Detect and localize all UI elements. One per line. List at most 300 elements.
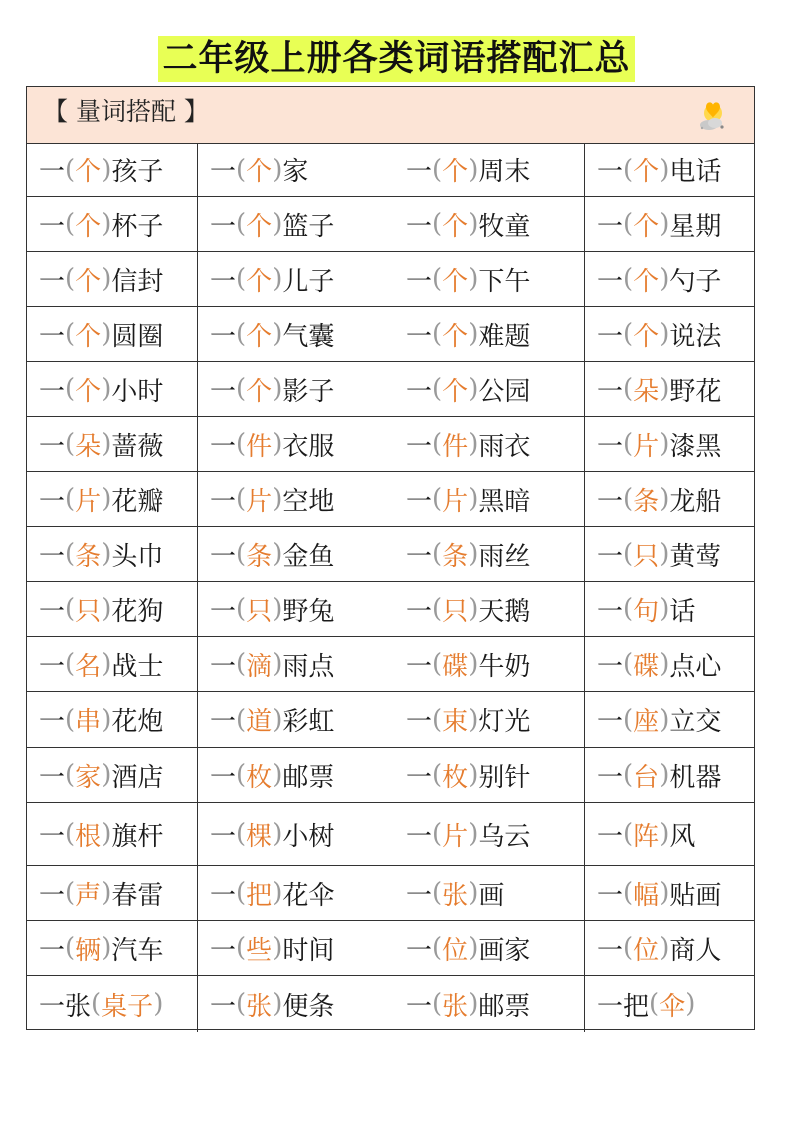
measure-word: 只 <box>442 596 469 627</box>
phrase-cell <box>27 307 198 361</box>
measure-word: 棵 <box>246 821 273 852</box>
close-paren: ) <box>468 429 479 459</box>
section-header <box>27 87 754 144</box>
open-paren: ( <box>236 264 247 294</box>
close-paren: ) <box>659 374 670 404</box>
close-paren: ) <box>659 704 670 735</box>
open-paren: ( <box>236 374 247 404</box>
phrase-noun: 立交 <box>669 707 722 737</box>
table-row <box>27 527 754 582</box>
open-paren: ( <box>623 594 634 624</box>
close-paren: ) <box>101 154 112 185</box>
phrase-prefix: 一 <box>39 486 66 517</box>
phrase-cell <box>585 197 754 251</box>
open-paren: ( <box>236 594 247 624</box>
phrase-prefix: 一 <box>210 157 237 187</box>
close-paren: ) <box>101 319 112 349</box>
measure-word: 声 <box>75 880 102 911</box>
phrase-noun: 黄莺 <box>669 541 722 572</box>
phrase-noun: 天鹅 <box>478 596 531 627</box>
phrase-noun: 花狗 <box>111 596 164 627</box>
phrase-cell <box>27 197 198 251</box>
table-row <box>27 252 754 307</box>
close-paren: ) <box>101 933 112 963</box>
phrase-cell <box>585 362 754 416</box>
phrase-prefix: 一 <box>210 596 237 627</box>
measure-word: 辆 <box>75 935 102 966</box>
phrase-noun: 杯子 <box>111 211 164 242</box>
phrase-noun: 花伞 <box>282 880 335 911</box>
measure-word: 朵 <box>633 376 660 407</box>
phrase-prefix: 一 <box>406 486 433 517</box>
phrase-prefix: 一 <box>210 762 237 793</box>
phrase-prefix: 一 <box>210 431 237 462</box>
close-paren: ) <box>659 319 670 349</box>
close-paren: ) <box>468 649 479 679</box>
close-paren: ) <box>659 933 670 963</box>
open-paren: ( <box>65 374 76 404</box>
phrase-prefix: 一 <box>39 596 66 627</box>
open-paren: ( <box>236 319 247 349</box>
phrase-noun: 汽车 <box>111 935 164 966</box>
close-paren: ) <box>468 704 479 735</box>
phrase-noun: 龙船 <box>669 486 722 517</box>
phrase-noun: 花瓣 <box>111 486 164 517</box>
phrase-cell <box>27 748 198 802</box>
open-paren: ( <box>432 429 443 459</box>
close-paren: ) <box>272 989 283 1019</box>
open-paren: ( <box>432 819 443 849</box>
table-row <box>27 307 754 362</box>
table-row <box>27 866 754 921</box>
open-paren: ( <box>432 484 443 514</box>
phrase-noun: 机器 <box>669 762 722 793</box>
open-paren: ( <box>236 209 247 239</box>
phrase-prefix: 一 <box>597 821 624 852</box>
phrase-cell <box>27 803 198 865</box>
open-paren: ( <box>65 539 76 569</box>
phrase-cell <box>394 921 585 975</box>
measure-word: 个 <box>633 211 660 242</box>
phrase-cell <box>394 197 585 251</box>
open-paren: ( <box>65 704 76 735</box>
measure-word: 片 <box>75 486 102 517</box>
close-paren: ) <box>272 539 283 569</box>
measure-word: 幅 <box>633 880 660 911</box>
title-wrap <box>0 36 793 82</box>
phrase-cell <box>394 143 585 196</box>
close-paren: ) <box>468 594 479 624</box>
measure-word: 个 <box>442 157 469 187</box>
close-paren: ) <box>659 484 670 514</box>
measure-word: 条 <box>442 541 469 572</box>
open-paren: ( <box>623 704 634 735</box>
phrase-cell <box>394 748 585 802</box>
table-row <box>27 417 754 472</box>
open-paren: ( <box>65 429 76 459</box>
phrase-noun: 邮票 <box>478 991 531 1022</box>
close-paren: ) <box>685 989 696 1019</box>
close-paren: ) <box>468 539 479 569</box>
phrase-prefix: 一 <box>39 541 66 572</box>
phrase-prefix: 一 <box>39 431 66 462</box>
close-paren: ) <box>659 878 670 908</box>
close-paren: ) <box>272 154 283 185</box>
phrase-prefix: 一 <box>210 707 237 737</box>
phrase-noun: 下午 <box>478 266 531 297</box>
open-paren: ( <box>623 878 634 908</box>
phrase-noun: 雨衣 <box>478 431 531 462</box>
open-paren: ( <box>236 429 247 459</box>
measure-word: 个 <box>75 266 102 297</box>
phrase-cell <box>198 976 394 1032</box>
phrase-cell <box>585 527 754 581</box>
open-paren: ( <box>65 878 76 908</box>
phrase-prefix: 一 <box>406 266 433 297</box>
phrase-prefix: 一 <box>210 935 237 966</box>
open-paren: ( <box>623 819 634 849</box>
phrase-noun: 周末 <box>478 157 531 187</box>
phrase-prefix: 一 <box>39 376 66 407</box>
phrase-noun: 春雷 <box>111 880 164 911</box>
phrase-cell <box>585 472 754 526</box>
phrase-cell <box>198 692 394 747</box>
phrase-noun: 儿子 <box>282 266 335 297</box>
measure-word: 名 <box>75 651 102 682</box>
table-row <box>27 921 754 976</box>
phrase-cell <box>198 197 394 251</box>
phrase-cell <box>585 637 754 691</box>
open-paren: ( <box>236 539 247 569</box>
close-paren: ) <box>659 154 670 185</box>
open-paren: ( <box>236 704 247 735</box>
measure-word: 串 <box>75 707 102 737</box>
phrase-prefix: 一 <box>597 266 624 297</box>
phrase-cell <box>394 637 585 691</box>
measure-word: 根 <box>75 821 102 852</box>
open-paren: ( <box>65 594 76 624</box>
open-paren: ( <box>623 209 634 239</box>
phrase-cell <box>585 143 754 196</box>
measure-word: 台 <box>633 762 660 793</box>
open-paren: ( <box>432 154 443 185</box>
phrase-prefix: 一 <box>210 651 237 682</box>
phrase-noun: 公园 <box>478 376 531 407</box>
measure-word: 个 <box>633 321 660 352</box>
phrase-prefix: 一张 <box>39 991 92 1022</box>
measure-word: 个 <box>246 266 273 297</box>
open-paren: ( <box>623 933 634 963</box>
measure-word: 句 <box>633 596 660 627</box>
phrase-prefix: 一 <box>597 651 624 682</box>
measure-word: 件 <box>442 431 469 462</box>
phrase-cell <box>394 692 585 747</box>
measure-word: 个 <box>75 157 102 187</box>
close-paren: ) <box>101 264 112 294</box>
open-paren: ( <box>236 878 247 908</box>
close-paren: ) <box>101 878 112 908</box>
phrase-cell <box>198 307 394 361</box>
measure-word: 条 <box>75 541 102 572</box>
phrase-noun: 野花 <box>669 376 722 407</box>
phrase-cell <box>27 921 198 975</box>
phrase-prefix: 一 <box>406 376 433 407</box>
open-paren: ( <box>236 933 247 963</box>
open-paren: ( <box>649 989 660 1019</box>
phrase-cell <box>27 582 198 636</box>
phrase-noun: 篮子 <box>282 211 335 242</box>
phrase-prefix: 一 <box>210 376 237 407</box>
phrase-cell <box>394 417 585 471</box>
open-paren: ( <box>623 154 634 185</box>
phrase-noun: 花炮 <box>111 707 164 737</box>
measure-word: 枚 <box>246 762 273 793</box>
measure-word: 个 <box>75 321 102 352</box>
phrase-noun: 野兔 <box>282 596 335 627</box>
measure-word: 朵 <box>75 431 102 462</box>
measure-word: 片 <box>246 486 273 517</box>
measure-word: 道 <box>246 707 273 737</box>
close-paren: ) <box>659 649 670 679</box>
phrase-prefix: 一 <box>597 211 624 242</box>
phrase-prefix: 一 <box>210 266 237 297</box>
phrase-noun: 空地 <box>282 486 335 517</box>
table-row <box>27 803 754 866</box>
phrase-prefix: 一 <box>406 991 433 1022</box>
close-paren: ) <box>659 539 670 569</box>
phrase-cell <box>198 866 394 920</box>
open-paren: ( <box>432 878 443 908</box>
close-paren: ) <box>659 264 670 294</box>
phrase-noun: 牧童 <box>478 211 531 242</box>
table-row <box>27 143 754 197</box>
open-paren: ( <box>65 154 76 185</box>
close-paren: ) <box>659 429 670 459</box>
measure-word: 个 <box>442 321 469 352</box>
phrase-prefix: 一 <box>39 211 66 242</box>
close-paren: ) <box>272 704 283 735</box>
phrase-noun: 乌云 <box>478 821 531 852</box>
phrase-prefix: 一 <box>406 935 433 966</box>
phrase-prefix: 一 <box>406 821 433 852</box>
phrase-cell <box>27 692 198 747</box>
phrase-prefix: 一 <box>406 157 433 187</box>
phrase-cell <box>585 417 754 471</box>
measure-word: 个 <box>633 266 660 297</box>
phrase-cell <box>27 976 198 1032</box>
measure-word-grid <box>27 143 754 1032</box>
phrase-noun: 衣服 <box>282 431 335 462</box>
measure-word: 个 <box>75 211 102 242</box>
phrase-noun: 时间 <box>282 935 335 966</box>
phrase-cell <box>585 307 754 361</box>
table-row <box>27 362 754 417</box>
phrase-cell <box>585 976 754 1032</box>
close-paren: ) <box>468 933 479 963</box>
measure-word: 阵 <box>633 821 660 852</box>
phrase-noun: 画家 <box>478 935 531 966</box>
open-paren: ( <box>432 539 443 569</box>
close-paren: ) <box>101 539 112 569</box>
phrase-prefix: 一 <box>406 707 433 737</box>
phrase-cell <box>585 582 754 636</box>
phrase-noun: 黑暗 <box>478 486 531 517</box>
phrase-noun: 说法 <box>669 321 722 352</box>
phrase-prefix: 一 <box>39 266 66 297</box>
open-paren: ( <box>432 374 443 404</box>
close-paren: ) <box>468 484 479 514</box>
open-paren: ( <box>65 484 76 514</box>
close-paren: ) <box>101 819 112 849</box>
close-paren: ) <box>272 594 283 624</box>
phrase-noun: 难题 <box>478 321 531 352</box>
open-paren: ( <box>236 649 247 679</box>
open-paren: ( <box>236 154 247 185</box>
phrase-cell <box>198 637 394 691</box>
open-paren: ( <box>236 484 247 514</box>
phrase-prefix: 一 <box>39 821 66 852</box>
phrase-noun: 家 <box>282 157 309 187</box>
measure-word: 只 <box>246 596 273 627</box>
close-paren: ) <box>272 878 283 908</box>
phrase-cell <box>394 866 585 920</box>
phrase-prefix: 一 <box>39 762 66 793</box>
phrase-cell <box>585 748 754 802</box>
phrase-cell <box>394 976 585 1032</box>
open-paren: ( <box>236 819 247 849</box>
open-paren: ( <box>623 429 634 459</box>
phrase-prefix: 一 <box>210 486 237 517</box>
open-paren: ( <box>623 264 634 294</box>
measure-word: 条 <box>246 541 273 572</box>
phrase-cell <box>27 143 198 196</box>
heart-sun-cloud-icon <box>692 95 732 135</box>
phrase-noun: 彩虹 <box>282 707 335 737</box>
phrase-prefix: 一 <box>597 707 624 737</box>
measure-word: 滴 <box>246 651 273 682</box>
close-paren: ) <box>272 264 283 294</box>
phrase-cell <box>198 921 394 975</box>
phrase-noun: 画 <box>478 880 505 911</box>
phrase-cell <box>585 252 754 306</box>
table-row <box>27 582 754 637</box>
open-paren: ( <box>623 319 634 349</box>
phrase-cell <box>27 527 198 581</box>
phrase-prefix: 一 <box>210 211 237 242</box>
phrase-prefix: 一 <box>210 321 237 352</box>
measure-word: 个 <box>246 211 273 242</box>
open-paren: ( <box>623 374 634 404</box>
close-paren: ) <box>468 989 479 1019</box>
close-paren: ) <box>101 209 112 239</box>
phrase-prefix: 一 <box>39 651 66 682</box>
open-paren: ( <box>65 819 76 849</box>
table-row <box>27 472 754 527</box>
phrase-noun: 孩子 <box>111 157 164 187</box>
close-paren: ) <box>272 649 283 679</box>
phrase-cell <box>198 582 394 636</box>
phrase-cell <box>198 252 394 306</box>
measure-word: 位 <box>633 935 660 966</box>
close-paren: ) <box>101 649 112 679</box>
phrase-prefix: 一 <box>210 821 237 852</box>
phrase-cell <box>198 362 394 416</box>
phrase-noun: 风 <box>669 821 696 852</box>
phrase-cell <box>394 527 585 581</box>
open-paren: ( <box>432 704 443 735</box>
open-paren: ( <box>65 209 76 239</box>
phrase-cell <box>585 803 754 865</box>
phrase-cell <box>394 252 585 306</box>
phrase-prefix: 一 <box>597 157 624 187</box>
close-paren: ) <box>101 594 112 624</box>
phrase-cell <box>394 803 585 865</box>
phrase-cell <box>394 582 585 636</box>
section-title: 【 量词搭配 】 <box>43 97 209 126</box>
close-paren: ) <box>272 374 283 404</box>
measure-word: 个 <box>633 157 660 187</box>
phrase-cell <box>394 472 585 526</box>
phrase-prefix: 一 <box>210 541 237 572</box>
phrase-noun: 酒店 <box>111 762 164 793</box>
open-paren: ( <box>432 209 443 239</box>
phrase-noun: 邮票 <box>282 762 335 793</box>
measure-word: 片 <box>442 486 469 517</box>
phrase-noun: 别针 <box>478 762 531 793</box>
close-paren: ) <box>468 319 479 349</box>
phrase-prefix: 一 <box>39 880 66 911</box>
open-paren: ( <box>65 264 76 294</box>
open-paren: ( <box>236 760 247 790</box>
measure-word: 家 <box>75 762 102 793</box>
open-paren: ( <box>623 539 634 569</box>
phrase-prefix: 一 <box>597 762 624 793</box>
phrase-prefix: 一 <box>406 541 433 572</box>
open-paren: ( <box>65 649 76 679</box>
phrase-noun: 牛奶 <box>478 651 531 682</box>
measure-word: 个 <box>246 321 273 352</box>
close-paren: ) <box>272 933 283 963</box>
phrase-noun: 话 <box>669 596 696 627</box>
phrase-noun: 头巾 <box>111 541 164 572</box>
open-paren: ( <box>432 933 443 963</box>
open-paren: ( <box>623 760 634 790</box>
measure-word: 伞 <box>659 991 686 1022</box>
phrase-noun: 金鱼 <box>282 541 335 572</box>
measure-word: 个 <box>442 376 469 407</box>
phrase-cell <box>585 866 754 920</box>
measure-word: 位 <box>442 935 469 966</box>
close-paren: ) <box>468 878 479 908</box>
phrase-noun: 蔷薇 <box>111 431 164 462</box>
phrase-prefix: 一 <box>406 651 433 682</box>
phrase-prefix: 一把 <box>597 991 650 1022</box>
phrase-noun: 战士 <box>111 651 164 682</box>
phrase-prefix: 一 <box>39 321 66 352</box>
phrase-prefix: 一 <box>597 596 624 627</box>
close-paren: ) <box>659 760 670 790</box>
measure-word: 只 <box>75 596 102 627</box>
close-paren: ) <box>272 819 283 849</box>
table-row <box>27 197 754 252</box>
measure-word: 条 <box>633 486 660 517</box>
phrase-cell <box>27 472 198 526</box>
measure-word: 束 <box>442 707 469 737</box>
close-paren: ) <box>101 704 112 735</box>
measure-word: 碟 <box>442 651 469 682</box>
phrase-cell <box>394 307 585 361</box>
phrase-prefix: 一 <box>597 541 624 572</box>
